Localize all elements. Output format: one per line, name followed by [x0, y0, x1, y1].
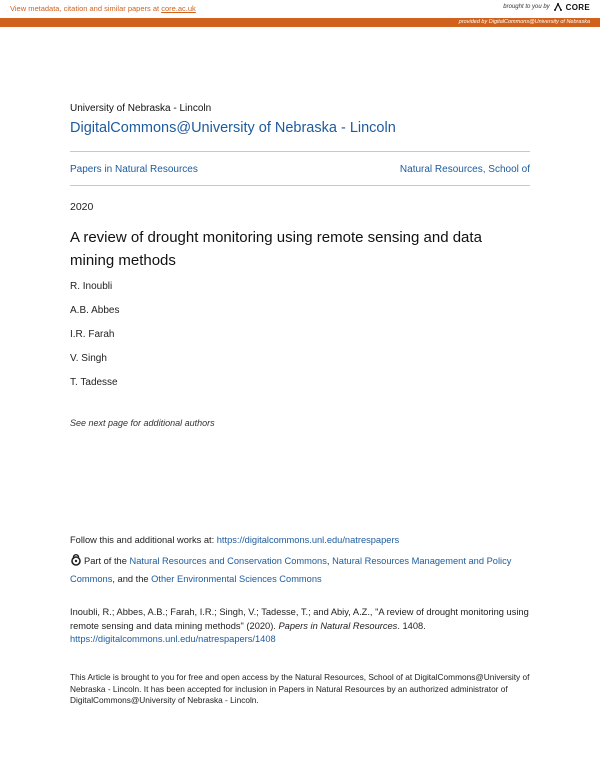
provided-by-label: provided by DigitalCommons@University of Nebraska: [458, 19, 590, 25]
part-of-prefix: Part of the: [84, 556, 130, 566]
access-notice: This Article is brought to you for free and open access by the Natural Resources, School of at DigitalCommons@University of Nebraska - Lincoln. It has been accepted for inclusion in Papers in Natural Resources by an authorized administrator of DigitalCommons@University of Nebraska - Lincoln.: [70, 672, 530, 705]
divider-bottom: [70, 185, 530, 186]
citation-number: . 1408.: [397, 620, 426, 631]
core-provided-bar: [0, 18, 600, 27]
commons-link-environmental[interactable]: Other Environmental Sciences Commons: [151, 574, 322, 584]
citation-url[interactable]: https://digitalcommons.unl.edu/natrespapers/1408: [70, 634, 276, 644]
repository-name[interactable]: DigitalCommons@University of Nebraska - Lincoln: [70, 120, 396, 136]
article-title: A review of drought monitoring using remote sensing and data mining methods: [70, 229, 482, 269]
follow-prefix: Follow this and additional works at:: [70, 535, 217, 545]
author-item: V. Singh: [70, 353, 107, 364]
commons-link-management[interactable]: Natural Resources Management and Policy Commons: [70, 556, 512, 584]
additional-authors-note: See next page for additional authors: [70, 418, 215, 428]
commons-link-conservation[interactable]: Natural Resources and Conservation Commons: [129, 556, 327, 566]
follow-link[interactable]: https://digitalcommons.unl.edu/natrespapers: [216, 535, 400, 545]
core-metadata-line: [10, 4, 196, 13]
brought-to-you-label: brought to you by: [503, 4, 550, 10]
author-item: I.R. Farah: [70, 329, 115, 340]
core-brand-name: CORE: [565, 2, 590, 12]
core-brand[interactable]: [503, 2, 590, 12]
author-item: R. Inoubli: [70, 281, 113, 292]
part-of-separator: ,: [326, 556, 333, 566]
core-header: [0, 0, 600, 18]
citation-text: Inoubli, R.; Abbes, A.B.; Farah, I.R.; Singh, V.; Tadesse, T.; and Abiy, A.Z., "A review of drought monitoring using remote sensing and data mining methods" (2020).: [70, 607, 529, 631]
author-list: [70, 281, 119, 401]
open-access-icon: [70, 554, 82, 566]
author-item: A.B. Abbes: [70, 305, 120, 316]
series-link-school[interactable]: Natural Resources, School of: [399, 164, 530, 175]
institution-name: University of Nebraska - Lincoln: [70, 103, 212, 114]
part-of-line: [70, 552, 532, 588]
part-of-separator: , and the: [112, 574, 152, 584]
recommended-citation: [70, 606, 532, 647]
publication-year: 2020: [70, 201, 94, 213]
citation-journal: Papers in Natural Resources: [278, 620, 398, 631]
author-item: T. Tadesse: [70, 377, 118, 388]
series-link-papers[interactable]: Papers in Natural Resources: [70, 164, 198, 175]
core-metadata-prefix: View metadata, citation and similar papers at: [10, 4, 162, 13]
core-logo-icon: [553, 2, 563, 12]
follow-line: [70, 535, 399, 545]
divider-top: [70, 151, 530, 152]
core-link[interactable]: core.ac.uk: [161, 4, 196, 13]
